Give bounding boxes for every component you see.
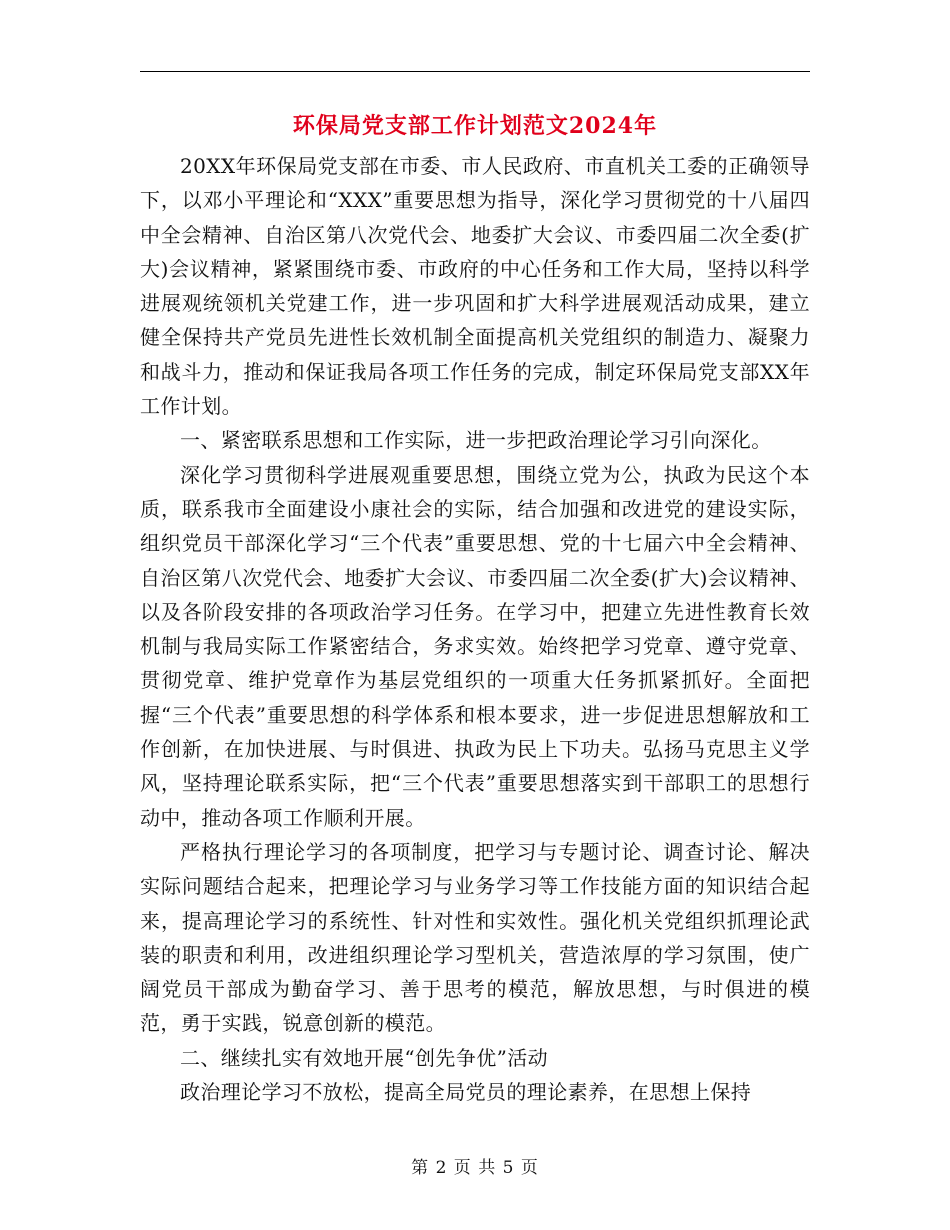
total-pages-number: 5	[502, 1158, 515, 1178]
body-paragraph: 深化学习贯彻科学进展观重要思想，围绕立党为公，执政为民这个本质，联系我市全面建设小康社会的实际，结合加强和改进党的建设实际，组织党员干部深化学习“三个代表”重要思想、党的十七届六中全会精神、自治区第八次党代会、地委扩大会议、市委四届二次全委(扩大)会议精神、以及各阶段安排的各项政治学习任务。在学习中，把建立先进性教育长效机制与我局实际工作紧密结合，务求实效。始终把学习党章、遵守党章、贯彻党章、维护党章作为基层党组织的一项重大任务抓紧抓好。全面把握“三个代表”重要思想的科学体系和根本要求，进一步促进思想解放和工作创新，在加快进展、与时俱进、执政为民上下功夫。弘扬马克思主义学风，坚持理论联系实际，把“三个代表”重要思想落实到干部职工的思想行动中，推动各项工作顺利开展。	[140, 462, 810, 830]
body-paragraph: 政治理论学习不放松，提高全局党员的理论素养，在思想上保持	[180, 1080, 752, 1105]
body-paragraph: 20XX年环保局党支部在市委、市人民政府、市直机关工委的正确领导下，以邓小平理论和“XXX”重要思想为指导，深化学习贯彻党的十八届四中全会精神、自治区第八次党代会、地委扩大会议、市委四届二次全委(扩大)会议精神，紧紧围绕市委、市政府的中心任务和工作大局，坚持以科学进展观统领机关党建工作，进一步巩固和扩大科学进展观活动成果，建立健全保持共产党员先进性长效机制全面提高机关党组织的制造力、凝聚力和战斗力，推动和保证我局各项工作任务的完成，制定环保局党支部XX年工作计划。	[140, 154, 810, 419]
page-label-suffix: 页	[520, 1158, 539, 1178]
document-title: 环保局党支部工作计划范文2024年	[292, 113, 658, 139]
page-label-prefix: 第	[411, 1158, 430, 1178]
body-paragraph: 严格执行理论学习的各项制度，把学习与专题讨论、调查讨论、解决实际问题结合起来，把理论学习与业务学习等工作技能方面的知识结合起来，提高理论学习的系统性、针对性和实效性。强化机关党组织抓理论武装的职责和利用，改进组织理论学习型机关，营造浓厚的学习氛围，使广阔党员干部成为勤奋学习、善于思考的模范，解放思想，与时俱进的模范，勇于实践，锐意创新的模范。	[140, 839, 810, 1036]
document-body	[140, 149, 810, 1109]
page-footer	[0, 1153, 950, 1178]
current-page-number: 2	[435, 1158, 448, 1178]
section-heading: 二、继续扎实有效地开展“创先争优”活动	[180, 1045, 549, 1070]
section-heading: 一、紧密联系思想和工作实际，进一步把政治理论学习引向深化。	[180, 428, 772, 453]
header-rule	[140, 71, 810, 72]
page-label-mid: 页 共	[453, 1158, 497, 1178]
